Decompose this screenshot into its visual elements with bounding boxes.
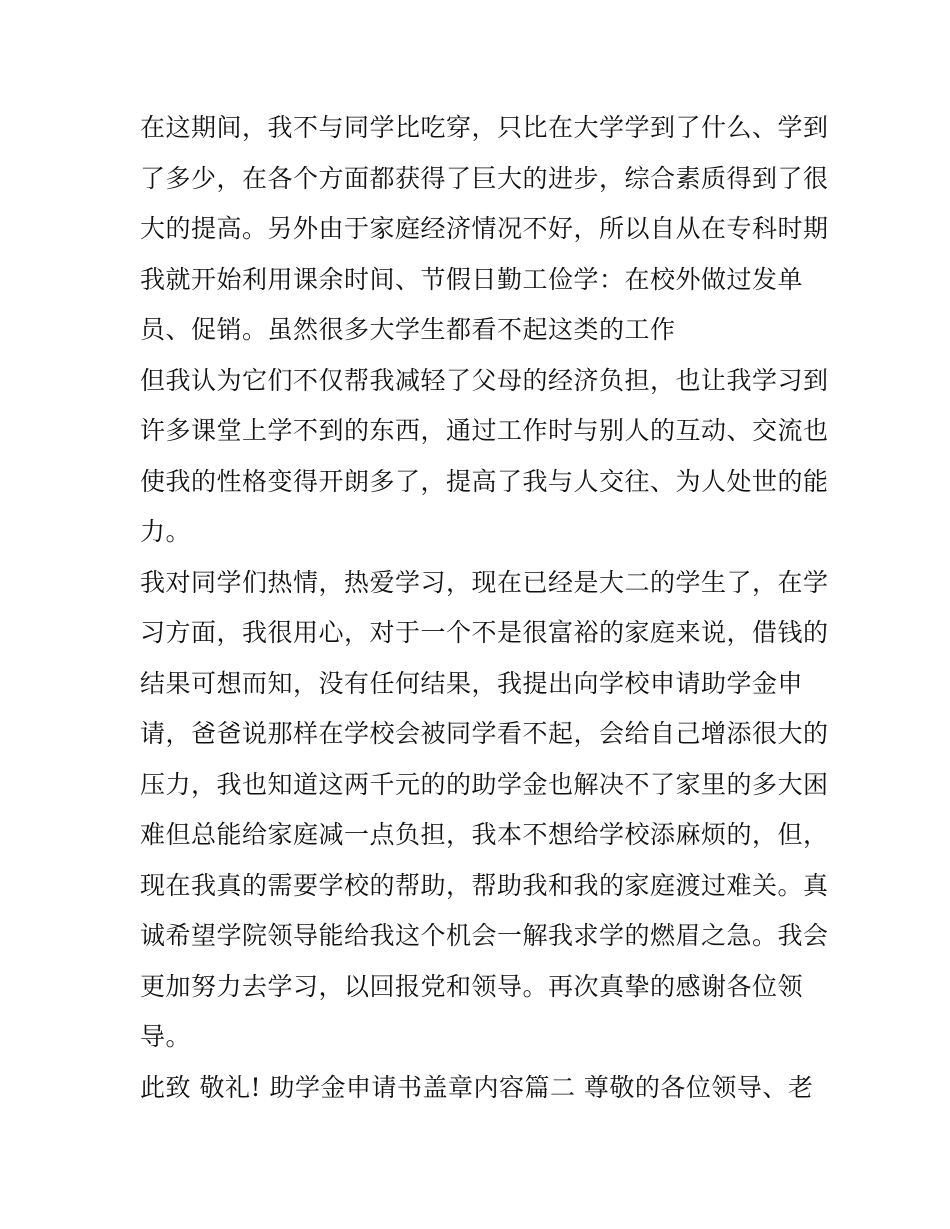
text-line-15: 难但总能给家庭减一点负担，我本不想给学校添麻烦的，但， (140, 820, 829, 849)
text-line-2: 了多少，在各个方面都获得了巨大的进步，综合素质得到了很 (140, 163, 829, 193)
body-text (140, 103, 829, 1113)
text-line-11: 习方面，我很用心，对于一个不是很富裕的家庭来说，借钱的 (140, 618, 829, 647)
text-line-10: 我对同学们热情，热爱学习，现在已经是大二的学生了，在学 (140, 567, 829, 597)
text-line-17: 诚希望学院领导能给我这个机会一解我求学的燃眉之急。我会 (140, 921, 829, 950)
text-line-20: 此致 敬礼! 助学金申请书盖章内容篇二 尊敬的各位领导、老 (140, 1072, 814, 1102)
text-line-1: 在这期间，我不与同学比吃穿，只比在大学学到了什么、学到 (140, 113, 829, 142)
text-line-8: 使我的性格变得开朗多了，提高了我与人交往、为人处世的能 (140, 466, 829, 496)
text-line-19: 导。 (140, 1022, 192, 1051)
text-line-3: 大的提高。另外由于家庭经济情况不好，所以自从在专科时期 (140, 214, 829, 243)
text-line-6: 但我认为它们不仅帮我减轻了父母的经济负担，也让我学习到 (140, 365, 829, 395)
text-line-4: 我就开始利用课余时间、节假日勤工俭学：在校外做过发单 (140, 264, 804, 294)
text-line-16: 现在我真的需要学校的帮助，帮助我和我的家庭渡过难关。真 (140, 870, 829, 900)
text-line-5: 员、促销。虽然很多大学生都看不起这类的工作 (140, 315, 676, 344)
text-line-13: 请，爸爸说那样在学校会被同学看不起，会给自己增添很大的 (140, 719, 829, 748)
text-line-9: 力。 (140, 517, 192, 546)
text-line-18: 更加努力去学习，以回报党和领导。再次真挚的感谢各位领 (140, 971, 804, 1001)
text-line-12: 结果可想而知，没有任何结果，我提出向学校申请助学金申 (140, 668, 804, 698)
text-line-14: 压力，我也知道这两千元的的助学金也解决不了家里的多大困 (140, 769, 829, 799)
text-line-7: 许多课堂上学不到的东西，通过工作时与别人的互动、交流也 (140, 416, 829, 445)
